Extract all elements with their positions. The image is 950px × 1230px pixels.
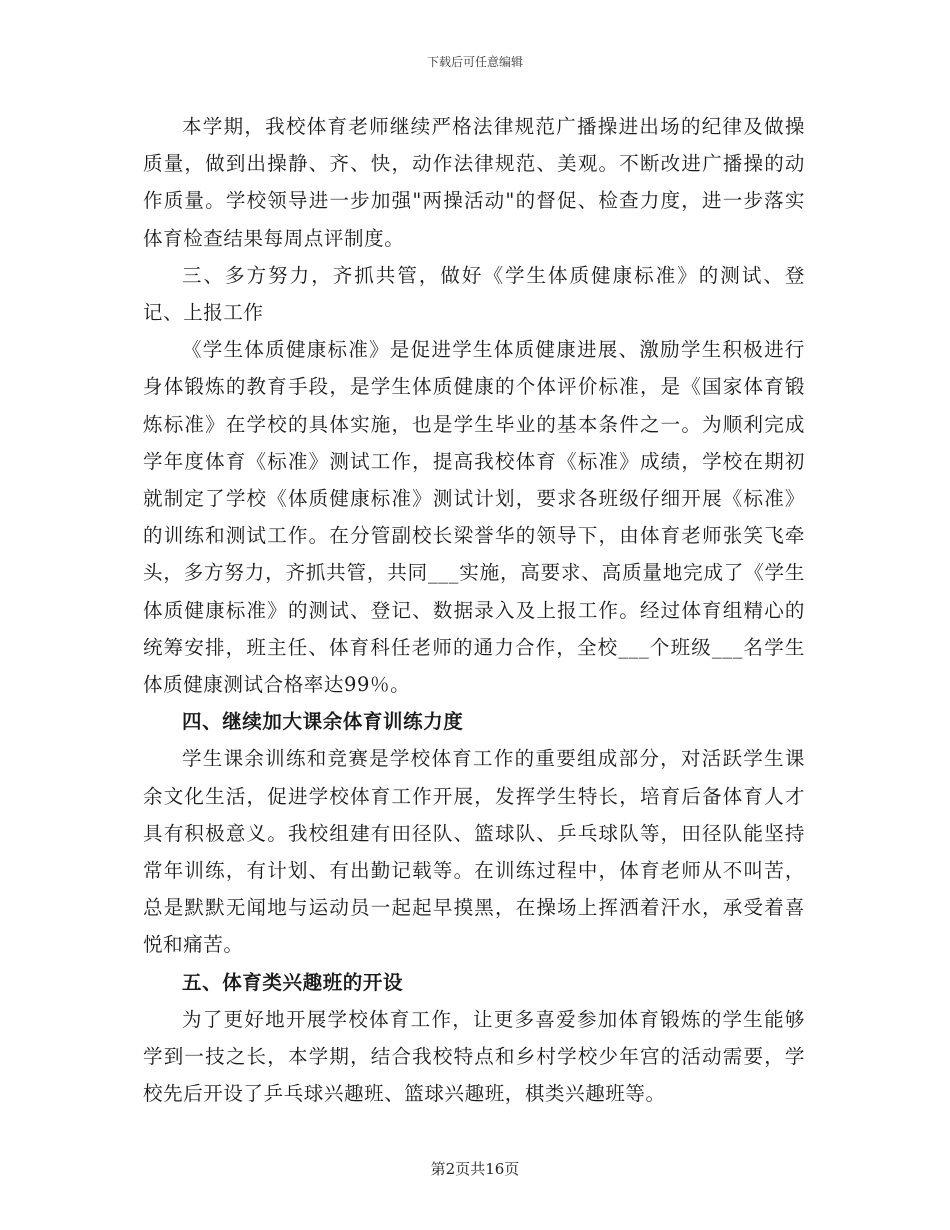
document-body — [143, 108, 805, 1112]
page-number: 第2页共16页 — [430, 1160, 520, 1178]
section-heading-3: 三、多方努力，齐抓共管，做好《学生体质健康标准》的测试、登记、上报工作 — [143, 263, 805, 325]
paragraph-health-standard: 《学生体质健康标准》是促进学生体质健康进展、激励学生积极进行身体锻炼的教育手段，是学生体质健康的个体评价标准，是《国家体育锻炼标准》在学校的具体实施，也是学生毕业的基本条件之一。为顺利完成学年度体育《标准》测试工作，提高我校体育《标准》成绩，学校在期初就制定了学校《体质健康标准》测试计划，要求各班级仔细开展《标准》的训练和测试工作。在分管副校长梁誉华的领导下，由体育老师张笑飞牵头，多方努力，齐抓共管，共同___实施，高要求、高质量地完成了《学生体质健康标准》的测试、登记、数据录入及上报工作。经过体育组精心的统筹安排，班主任、体育科任老师的通力合作，全校___个班级___名学生体质健康测试合格率达99％。 — [143, 338, 805, 697]
paragraph-broadcast-exercise: 本学期，我校体育老师继续严格法律规范广播操进出场的纪律及做操质量，做到出操静、齐、快，动作法律规范、美观。不断改进广播操的动作质量。学校领导进一步加强"两操活动"的督促、检查力度，进一步落实体育检查结果每周点评制度。 — [143, 115, 805, 250]
paragraph-interest-classes: 为了更好地开展学校体育工作，让更多喜爱参加体育锻炼的学生能够学到一技之长，本学期，结合我校特点和乡村学校少年宫的活动需要，学校先后开设了乒乓球兴趣班、篮球兴趣班，棋类兴趣班等。 — [143, 1007, 805, 1106]
section-heading-5: 五、体育类兴趣班的开设 — [182, 970, 404, 994]
paragraph-extracurricular-training: 学生课余训练和竞赛是学校体育工作的重要组成部分，对活跃学生课余文化生活，促进学校体育工作开展，发挥学生特长，培育后备体育人才具有积极意义。我校组建有田径队、篮球队、乒乓球队等，田径队能坚持常年训练，有计划、有出勤记载等。在训练过程中，体育老师从不叫苦，总是默默无闻地与运动员一起起早摸黑，在操场上挥洒着汗水，承受着喜悦和痛苦。 — [143, 747, 805, 957]
section-heading-4: 四、继续加大课余体育训练力度 — [182, 710, 464, 734]
page-header: 下载后可任意编辑 — [426, 55, 523, 69]
